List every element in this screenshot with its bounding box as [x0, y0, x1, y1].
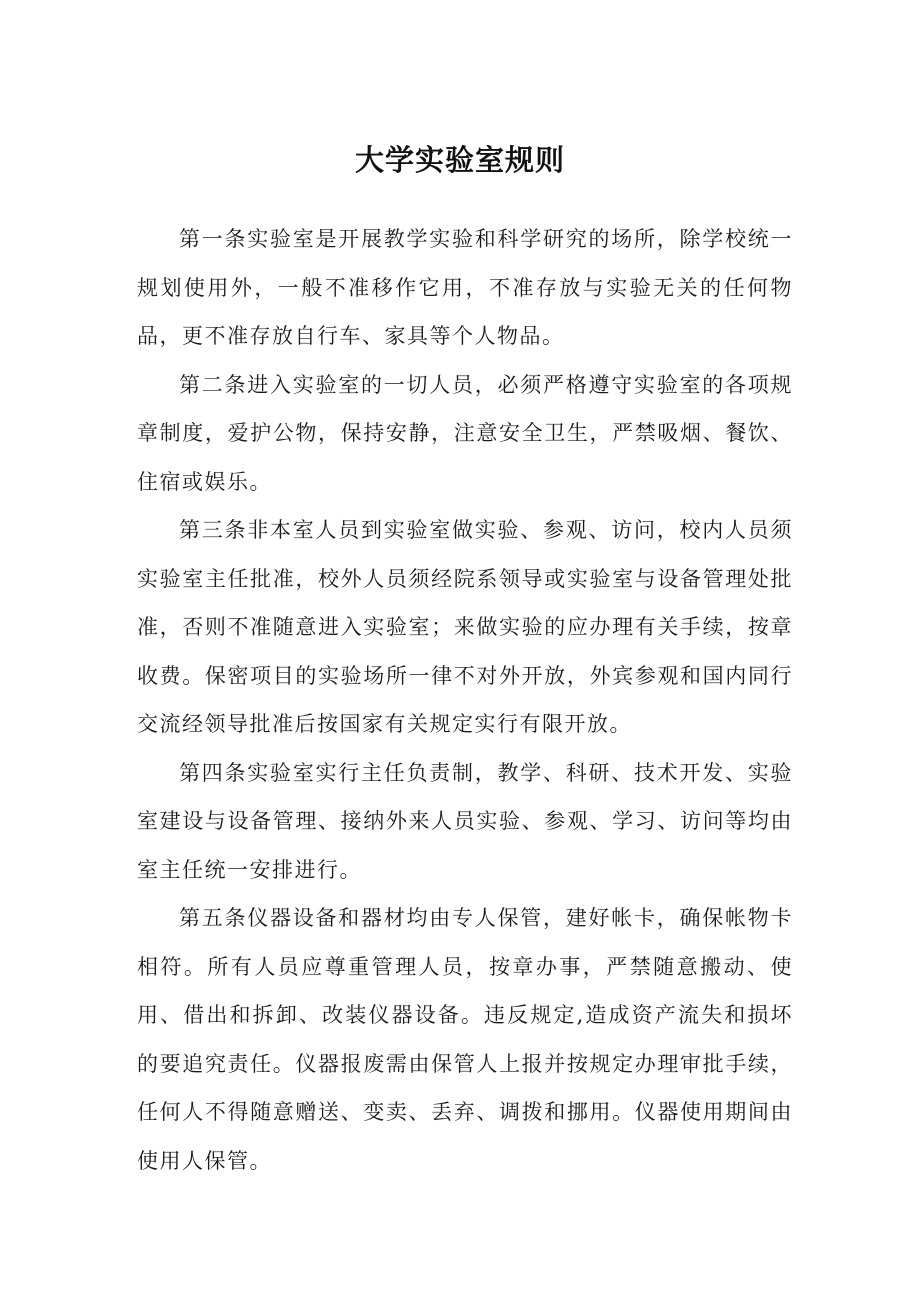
article-3-paragraph: 第三条非本室人员到实验室做实验、参观、访问，校内人员须实验室主任批准，校外人员须经院系领导或实验室与设备管理处批准，否则不准随意进入实验室；来做实验的应办理有关手续，按章收费。保密项目的实验场所一律不对外开放，外宾参观和国内同行交流经领导批准后按国家有关规定实行有限开放。	[137, 518, 793, 736]
article-5-paragraph: 第五条仪器设备和器材均由专人保管，建好帐卡，确保帐物卡相符。所有人员应尊重管理人员，按章办事，严禁随意搬动、使用、借出和拆卸、改装仪器设备。违反规定,造成资产流失和损坏的要追究责任。仪器报废需由保管人上报并按规定办理审批手续，任何人不得随意赠送、变卖、丢弃、调拨和挪用。仪器使用期间由使用人保管。	[137, 906, 793, 1173]
article-1-paragraph: 第一条实验室是开展教学实验和科学研究的场所，除学校统一规划使用外，一般不准移作它用，不准存放与实验无关的任何物品，更不准存放自行车、家具等个人物品。	[137, 227, 793, 348]
document-title: 大学实验室规则	[354, 143, 565, 177]
article-4-paragraph: 第四条实验室实行主任负责制，教学、科研、技术开发、实验室建设与设备管理、接纳外来人员实验、参观、学习、访问等均由室主任统一安排进行。	[137, 760, 793, 882]
document-body	[137, 215, 793, 1185]
article-2-paragraph: 第二条进入实验室的一切人员，必须严格遵守实验室的各项规章制度，爱护公物，保持安静，注意安全卫生，严禁吸烟、餐饮、住宿或娱乐。	[137, 372, 793, 494]
